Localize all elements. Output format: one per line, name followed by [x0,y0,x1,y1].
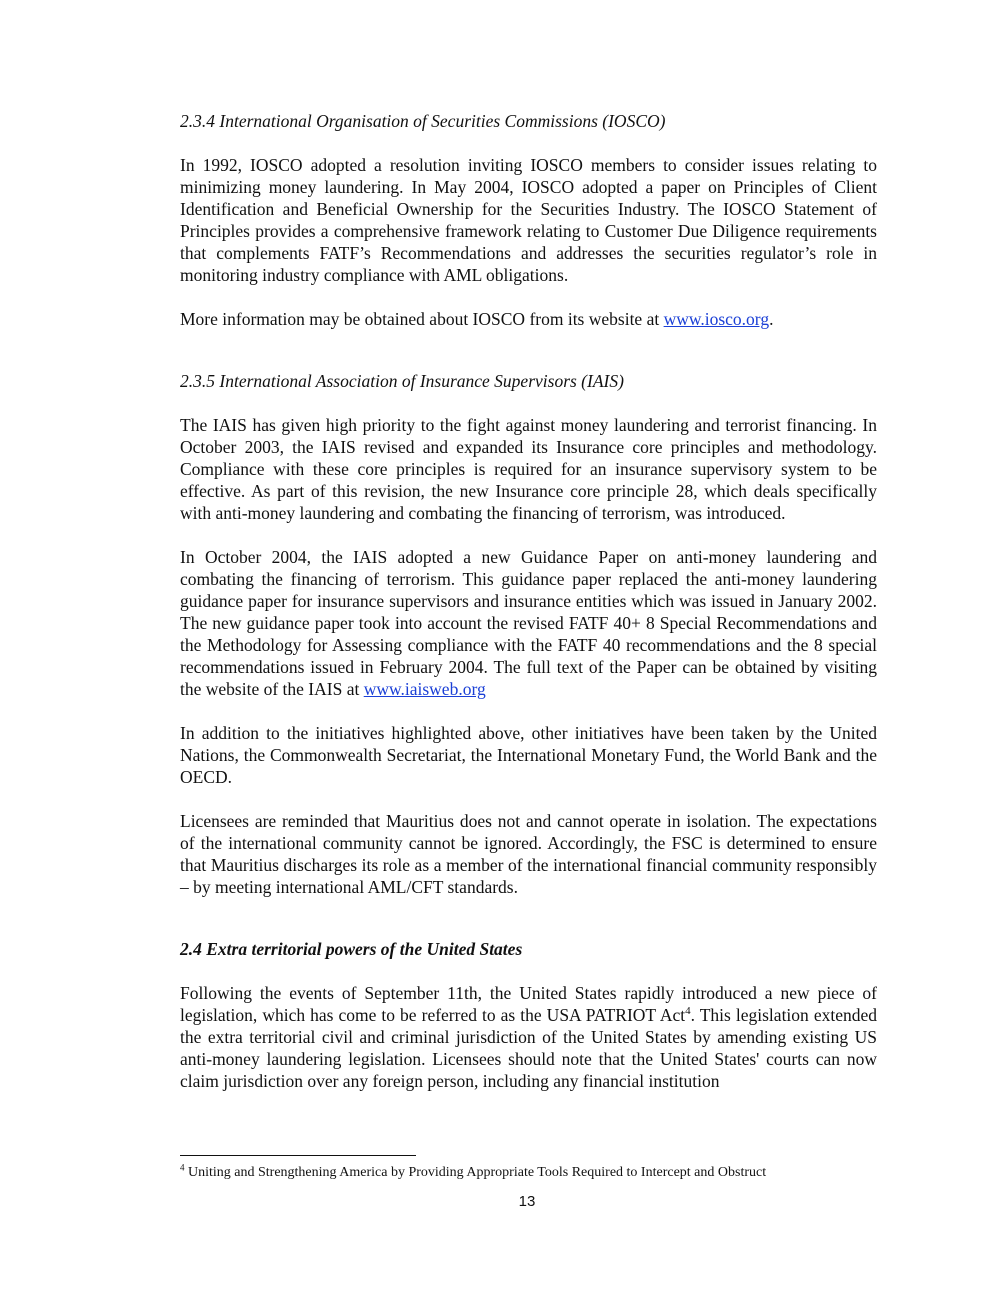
iais-website-link[interactable]: www.iaisweb.org [363,679,486,699]
iosco-more-info-suffix: . [769,309,774,329]
paragraph-iosco-2 [180,308,877,330]
paragraph-iosco-1: In 1992, IOSCO adopted a resolution inviting IOSCO members to consider issues relating to minimizing money laundering. In May 2004, IOSCO adopted a paper on Principles of Client Identification and Beneficial Ownership for the Securities Industry. The IOSCO Statement of Principles provides a comprehensive framework relating to Customer Due Diligence requirements that complements FATF’s Recommendations and addresses the securities regulator’s role in monitoring industry compliance with AML obligations. [180,155,877,285]
heading-2-3-5: 2.3.5 International Association of Insurance Supervisors (IAIS) [180,371,624,391]
heading-2-3-4: 2.3.4 International Organisation of Securities Commissions (IOSCO) [180,111,666,131]
iosco-website-link[interactable]: www.iosco.org [663,309,770,329]
page-number: 13 [518,1193,536,1210]
paragraph-iais-1: The IAIS has given high priority to the fight against money laundering and terrorist financing. In October 2003, the IAIS revised and expanded its Insurance core principles and methodology. Compliance with these core principles is required for an insurance supervisory system to be effective. As part of this revision, the new Insurance core principle 28, which deals specifically with anti-money laundering and combating the financing of terrorism, was introduced. [180,415,877,523]
footnote-number: 4 [180,1162,185,1173]
iosco-more-info-text: More information may be obtained about IOSCO from its website at [180,309,664,329]
patriot-text-end: . This legislation extended the extra territorial civil and criminal jurisdiction of the United States by amending existing US anti-money laundering legislation. Licensees should note that the United States' courts can now claim jurisdiction over any foreign person, including any financial institution [180,1005,877,1091]
iais-guidance-text: In October 2004, the IAIS adopted a new Guidance Paper on anti-money laundering and combating the financing of terrorism. This guidance paper replaced the anti-money laundering guidance paper for insurance supervisors and insurance entities which was issued in January 2002. The new guidance paper took into account the revised FATF 40+ 8 Special Recommendations and the Methodology for Assessing compliance with the FATF 40 recommendations and the 8 special recommendations issued in February 2004. The full text of the Paper can be obtained by visiting the website of the IAIS at [180,547,877,699]
paragraph-usa-patriot [180,982,877,1092]
paragraph-licensees-reminder: Licensees are reminded that Mauritius does not and cannot operate in isolation. The expectations of the international community cannot be ignored. Accordingly, the FSC is determined to ensure that Mauritius discharges its role as a member of the international financial community responsibly – by meeting international AML/CFT standards. [180,811,877,897]
footnote-divider [180,1155,416,1156]
footnote-text: Uniting and Strengthening America by Providing Appropriate Tools Required to Intercept and Obstruct [184,1165,767,1180]
footnote-reference: 4 [685,1005,691,1018]
heading-2-4: 2.4 Extra territorial powers of the United States [180,939,523,959]
paragraph-other-initiatives: In addition to the initiatives highlighted above, other initiatives have been taken by the United Nations, the Commonwealth Secretariat, the International Monetary Fund, the World Bank and the OECD. [180,723,877,787]
paragraph-iais-2 [180,546,877,700]
footnote [180,1164,880,1182]
page-body [180,110,877,1092]
patriot-text-start: Following the events of September 11th, the United States rapidly introduced a new piece of legislation, which has come to be referred to as the USA PATRIOT Act [180,983,877,1025]
